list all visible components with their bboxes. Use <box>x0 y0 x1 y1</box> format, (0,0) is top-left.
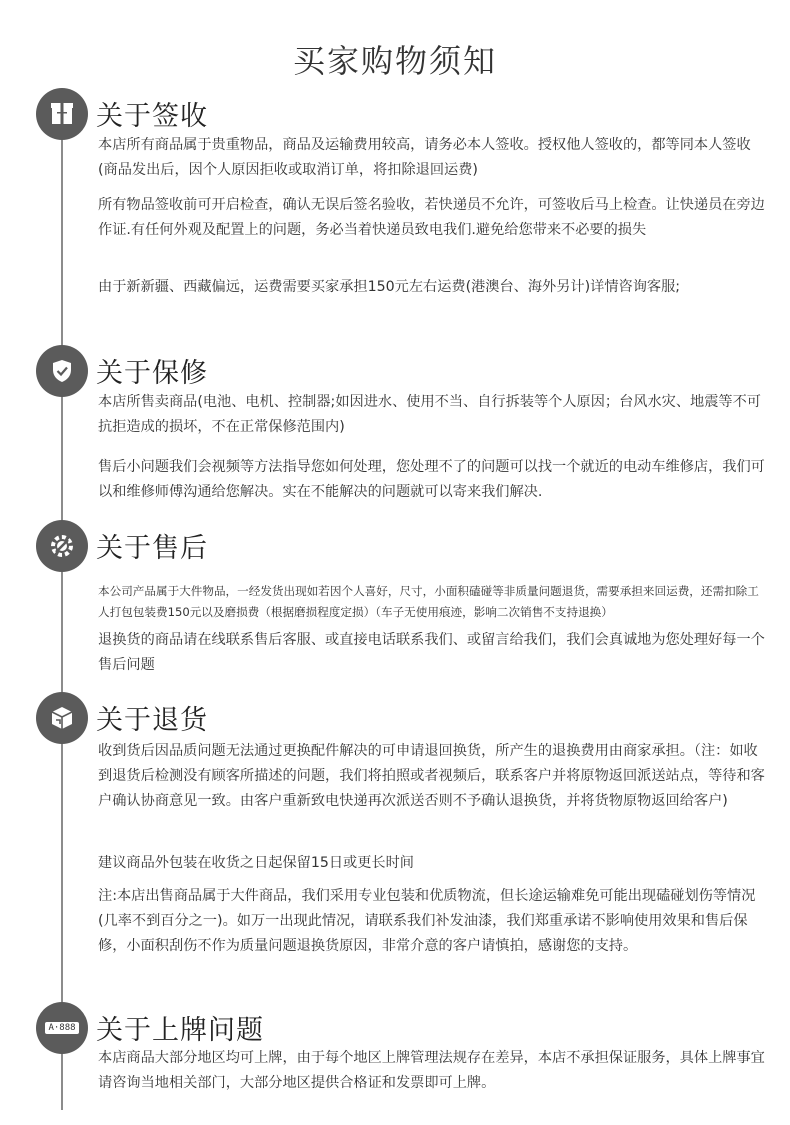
section-heading-sign-for: 关于签收 <box>96 101 208 132</box>
paragraph: 注:本店出售商品属于大件商品，我们采用专业包装和优质物流，但长途运输难免可能出现磕碰划伤等情况(几率不到百分之一)。如万一出现此情况，请联系我们补发油漆，我们郑重承诺不影响使用效果和售后保修，小面积刮伤不作为质量问题退换货原因，非常介意的客户请慎拍，感谢您的支持。 <box>98 888 756 954</box>
paragraph: 本店商品大部分地区均可上牌，由于每个地区上牌管理法规存在差异，本店不承担保证服务，具体上牌事宜请咨询当地相关部门，大部分地区提供合格证和发票即可上牌。 <box>98 1050 765 1091</box>
section-heading-license-plate: 关于上牌问题 <box>96 1015 264 1046</box>
paragraph: 售后小问题我们会视频等方法指导您如何处理，您处理不了的问题可以找一个就近的电动车维修店，我们可以和维修师傅沟通给您解决。实在不能解决的问题就可以寄来我们解决. <box>98 459 765 500</box>
gear-wrench-icon <box>36 520 88 572</box>
paragraph: 本店所售卖商品(电池、电机、控制器;如因进水、使用不当、自行拆装等个人原因；台风水灾、地震等不可抗拒造成的损坏，不在正常保修范围内) <box>98 394 761 435</box>
paragraph: 本公司产品属于大件物品，一经发货出现如若因个人喜好，尺寸，小面积磕碰等非质量问题退货，需要承担来回运费，还需扣除工人打包包装费150元以及磨损费（根据磨损程度定损）（车子无使用痕迹，影响二次销售不支持退换） <box>98 584 759 619</box>
section-heading-warranty: 关于保修 <box>96 358 208 389</box>
section-heading-after-sales: 关于售后 <box>96 533 208 564</box>
paragraph: 由于新新疆、西藏偏远，运费需要买家承担150元左右运费(港澳台、海外另计)详情咨询客服; <box>98 279 681 295</box>
paragraph: 退换货的商品请在线联系售后客服、或直接电话联系我们、或留言给我们，我们会真诚地为您处理好每一个售后问题 <box>98 632 765 673</box>
shield-check-icon <box>36 345 88 397</box>
timeline-line <box>61 120 63 1110</box>
license-plate-text: A·888 <box>45 1022 78 1034</box>
section-heading-returns: 关于退货 <box>96 705 208 736</box>
paragraph: 收到货后因品质问题无法通过更换配件解决的可申请退回换货，所产生的退换费用由商家承担。（注：如收到退货后检测没有顾客所描述的问题，我们将拍照或者视频后，联系客户并将原物返回派送站点，等待和客户确认协商意见一致。由客户重新致电快递再次派送否则不予确认退换货，并将货物原物返回给客户) <box>98 743 765 809</box>
license-plate-icon <box>36 1002 88 1054</box>
return-box-icon <box>36 692 88 744</box>
package-box-icon <box>36 88 88 140</box>
paragraph: 所有物品签收前可开启检查，确认无误后签名验收，若快递员不允许，可签收后马上检查。让快递员在旁边作证.有任何外观及配置上的问题，务必当着快递员致电我们.避免给您带来不必要的损失 <box>98 197 765 238</box>
page-title: 买家购物须知 <box>292 42 497 80</box>
paragraph: 本店所有商品属于贵重物品，商品及运输费用较高，请务必本人签收。授权他人签收的，都等同本人签收(商品发出后，因个人原因拒收或取消订单，将扣除退回运费) <box>98 137 751 178</box>
paragraph: 建议商品外包装在收货之日起保留15日或更长时间 <box>98 855 414 871</box>
